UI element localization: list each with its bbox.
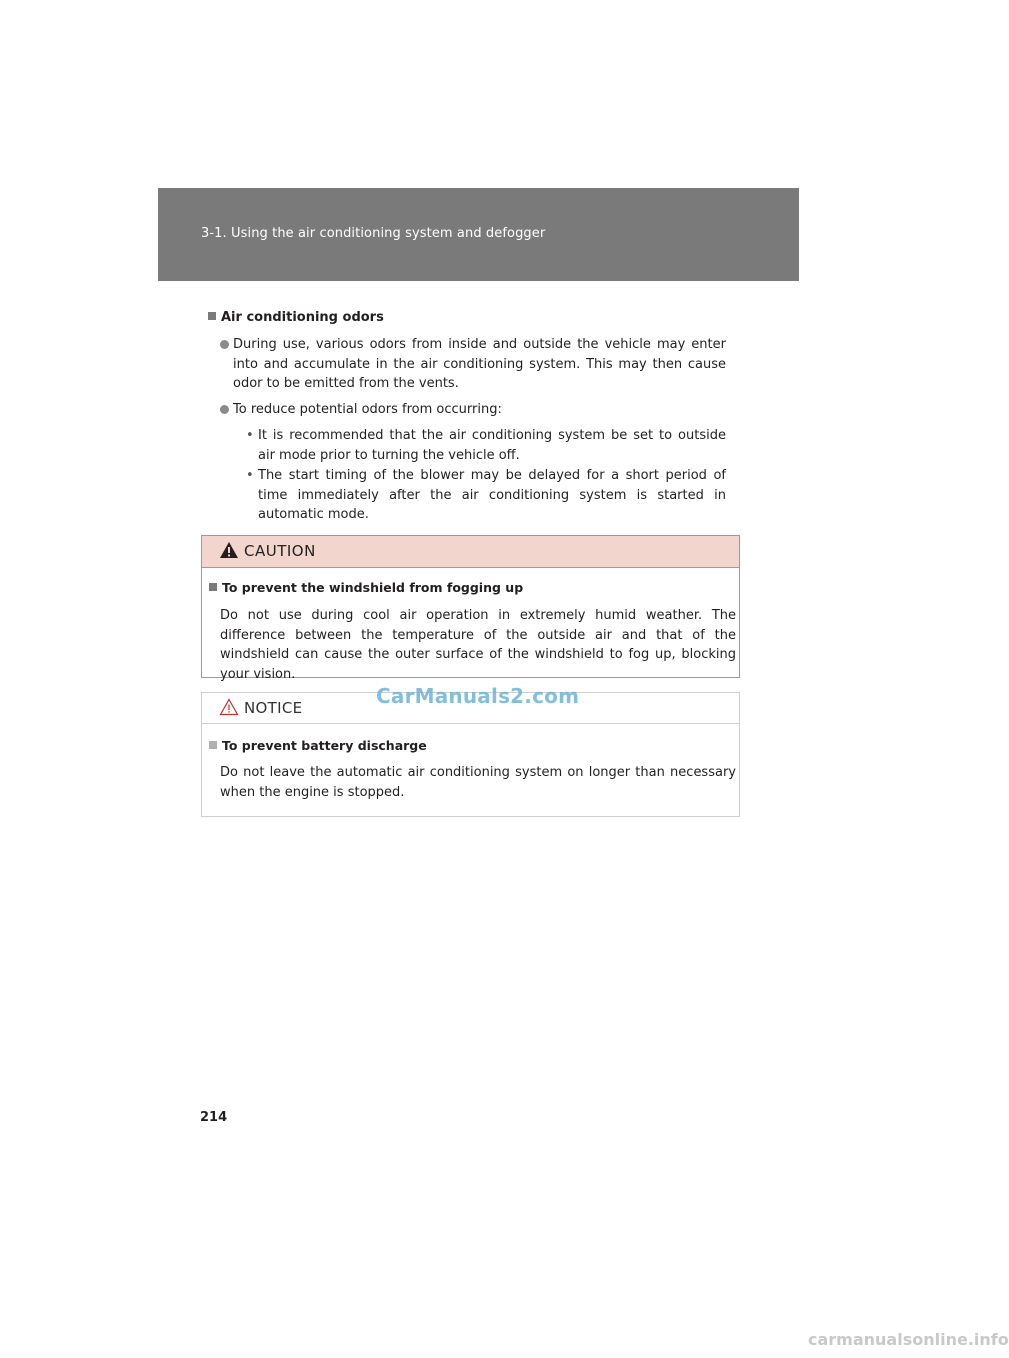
sub-list-item [246,466,726,525]
sub-list-item-text: The start timing of the blower may be delayed for a short period of time immediately after the air conditioning system is started in automatic mode. [258,468,726,522]
sub-bullet-marker: • [246,428,254,443]
warning-triangle-icon [219,541,239,559]
page-number: 214 [200,1110,228,1125]
circle-bullet-icon [220,340,229,349]
square-bullet-icon [208,312,216,320]
notice-subheading-text: To prevent battery discharge [222,738,427,753]
list-item-text: During use, various odors from inside and outside the vehicle may enter into and accumulate in the air conditioning system. This may then cause odor to be emitted from the vents. [233,337,726,391]
square-bullet-icon [209,741,217,749]
caution-paragraph: Do not use during cool air operation in extremely humid weather. The difference between the temperature of the outside air and that of the windshield can cause the outer surface of the windshield to fog up, blocking your vision. [220,608,736,682]
warning-triangle-outline-icon [219,698,239,716]
footer-watermark: carmanualsonline.info [808,1330,1009,1349]
section-heading [208,310,384,325]
list-item [220,335,726,394]
square-bullet-icon [209,583,217,591]
caution-subheading [209,580,523,595]
section-header-band [158,188,799,281]
sub-bullet-marker: • [246,468,254,483]
notice-subheading [209,738,427,753]
sub-list-item [246,426,726,465]
sub-list-item-text: It is recommended that the air conditioning system be set to outside air mode prior to turning the vehicle off. [258,428,726,463]
notice-box [201,692,740,817]
section-heading-text: Air conditioning odors [221,310,384,325]
notice-paragraph: Do not leave the automatic air conditioning system on longer than necessary when the engine is stopped. [220,765,736,800]
caution-header [202,536,739,568]
circle-bullet-icon [220,405,229,414]
caution-subheading-text: To prevent the windshield from fogging up [222,580,524,595]
section-title: 3-1. Using the air conditioning system and defogger [201,226,546,241]
caution-label: CAUTION [244,542,316,560]
watermark-text: CarManuals2.com [376,684,580,708]
notice-label: NOTICE [244,699,303,717]
list-item-text: To reduce potential odors from occurring: [233,402,502,417]
caution-box [201,535,740,682]
list-item [220,400,726,420]
